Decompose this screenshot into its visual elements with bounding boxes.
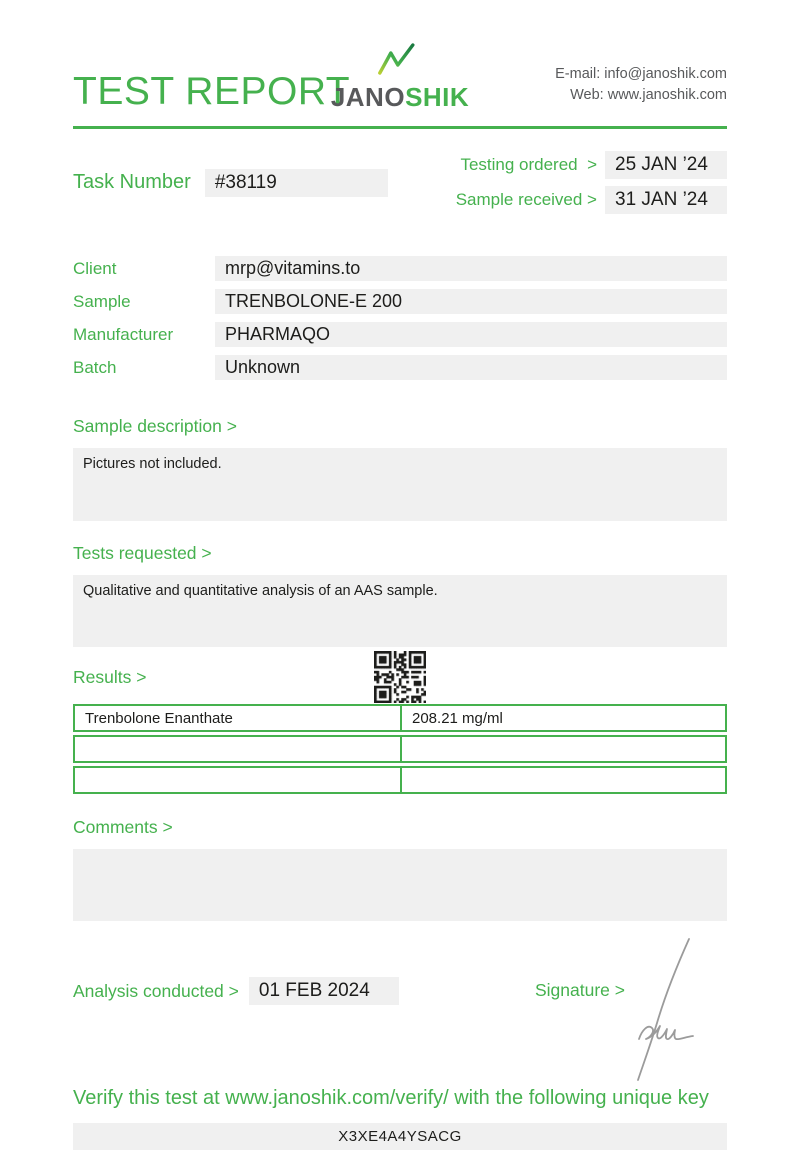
testing-ordered-row [456,151,727,179]
signature-label: Signature > [535,980,625,1000]
sample-description-section [73,416,727,521]
janoshik-logo [331,43,469,110]
client-label: Client [73,259,117,278]
batch-value: Unknown [215,355,727,380]
report-header [73,0,727,126]
table-row [73,704,727,732]
qr-code [374,651,426,703]
logo-wordmark [331,84,469,110]
sample-row [73,289,727,314]
result-value [400,766,727,794]
batch-label: Batch [73,358,117,377]
sample-description-box: Pictures not included. [73,448,727,521]
web-line: Web: www.janoshik.com [570,87,727,103]
analysis-group [73,977,399,1005]
task-section [73,151,727,214]
analysis-date-value: 01 FEB 2024 [249,977,399,1005]
email-line: E-mail: info@janoshik.com [555,66,727,82]
sample-value: TRENBOLONE-E 200 [215,289,727,314]
verify-text: Verify this test at www.janoshik.com/verify/ with the following unique key [73,1087,709,1109]
analysis-conducted-label: Analysis conducted > [73,980,239,1001]
manufacturer-label: Manufacturer [73,325,174,344]
results-section [73,657,727,797]
client-value: mrp@vitamins.to [215,256,727,281]
logo-text-shik: SHIK [405,82,470,112]
tests-requested-heading: Tests requested > [73,543,212,563]
batch-row [73,355,727,380]
sample-label: Sample [73,292,131,311]
tests-requested-section [73,543,727,647]
client-row [73,256,727,281]
manufacturer-value: PHARMAQO [215,322,727,347]
header-divider [73,126,727,129]
result-value: 208.21 mg/ml [400,704,727,732]
sample-description-heading: Sample description > [73,416,237,436]
results-heading: Results > [73,667,147,687]
result-analyte [73,735,400,763]
result-analyte [73,766,400,794]
signature-scribble [623,935,701,1083]
comments-heading: Comments > [73,817,173,837]
sample-received-value: 31 JAN ’24 [605,186,727,214]
info-fields [73,256,727,380]
contact-info [555,64,727,106]
dates-group [456,151,727,214]
result-analyte: Trenbolone Enanthate [73,704,400,732]
result-value [400,735,727,763]
table-row [73,766,727,794]
comments-section [73,817,727,921]
sample-received-row [456,186,727,214]
tests-requested-box: Qualitative and quantitative analysis of an AAS sample. [73,575,727,647]
testing-ordered-label: Testing ordered > [460,155,597,174]
task-number-group [73,151,388,214]
table-row [73,735,727,763]
task-number-label: Task Number [73,171,191,193]
footer-row [73,977,727,1007]
manufacturer-row [73,322,727,347]
unique-key-value: X3XE4A4YSACG [73,1123,727,1150]
testing-ordered-value: 25 JAN ’24 [605,151,727,179]
sample-received-label: Sample received > [455,190,597,209]
chart-growth-icon [371,43,429,81]
comments-box [73,849,727,921]
logo-text-jano: JANO [330,82,406,112]
results-table [73,701,727,797]
task-number-value: #38119 [205,169,388,197]
page-title: TEST REPORT [73,70,351,113]
